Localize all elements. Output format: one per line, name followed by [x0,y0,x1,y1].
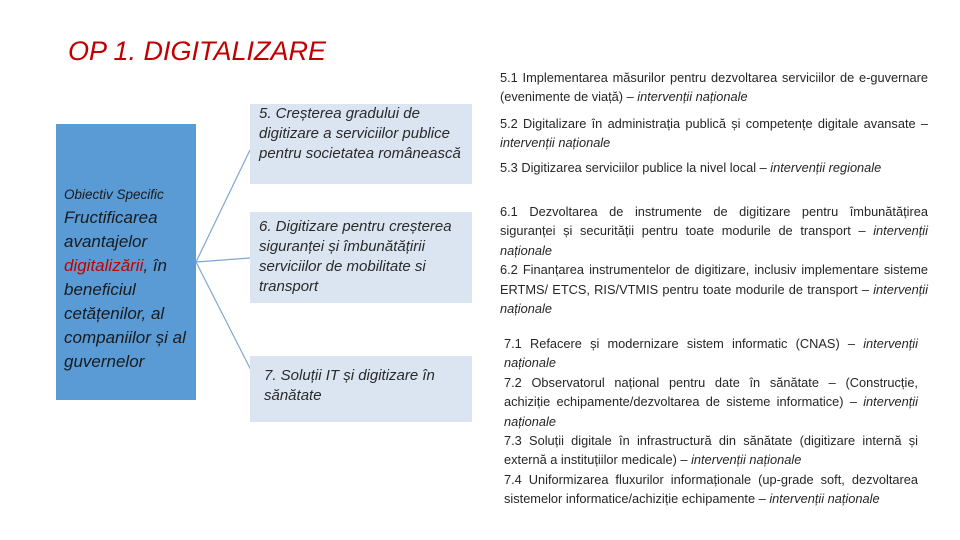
measure-5-1 [500,68,928,107]
measure-6-1 [500,202,928,260]
measure-7-4-tag: intervenții naționale [769,491,880,507]
connector-line-5 [196,150,250,262]
connector-line-6 [196,258,250,262]
priority-box-5: 5. Creșterea gradului de digitizare a serviciilor publice pentru societatea românească [250,104,472,184]
measure-7-2 [504,373,918,431]
measure-7-2-tag: intervenții naționale [504,394,918,429]
objective-text-highlight: digitalizării [64,256,144,275]
measures-7 [504,334,918,509]
measure-5-2-tag: intervenții naționale [500,135,611,151]
measure-5-2-text: 5.2 Digitalizare în administrația publică și competențe digitale avansate – [500,116,928,131]
page-title: OP 1. DIGITALIZARE [68,36,327,66]
measure-5-3 [500,158,928,177]
measure-5-1-text: 5.1 Implementarea măsurilor pentru dezvoltarea serviciilor de e-guvernare (evenimente de viață) – [500,70,928,105]
objective-text-start: Fructificarea avantajelor [64,208,158,251]
priority-box-7: 7. Soluții IT și digitizare în sănătate [250,356,472,422]
measures-6 [500,202,928,318]
measure-7-1-text: 7.1 Refacere și modernizare sistem informatic (CNAS) – [504,336,864,351]
connector-line-7 [196,262,258,384]
measure-5-1-tag: intervenții naționale [637,89,748,105]
measure-5-3-tag: intervenții regionale [770,160,882,175]
measure-5-3-text: 5.3 Digitizarea serviciilor publice la nivel local – [500,160,771,175]
measure-7-3 [504,431,918,470]
objective-text-end: , în beneficiul cetățenilor, al companiilor și al guvernelor [64,256,186,371]
measure-6-2 [500,260,928,318]
measure-6-1-text: 6.1 Dezvoltarea de instrumente de digitizare pentru îmbunătățirea siguranței și securității pentru toate modurile de transport – [500,204,928,239]
priority-box-6: 6. Digitizare pentru creșterea siguranței și îmbunătățirii serviciilor de mobilitate si transport [250,212,472,303]
measure-7-4 [504,470,918,509]
measure-6-2-tag: intervenții naționale [500,281,928,317]
measure-7-4-text: 7.4 Uniformizarea fluxurilor informaționale (up-grade soft, dezvoltarea sistemelor informatice/achiziție echipamente – [504,471,918,507]
measure-5-2 [500,114,928,153]
measure-6-1-tag: intervenții naționale [500,223,928,258]
measure-7-2-text: 7.2 Observatorul național pentru date în sănătate – (Construcție, achiziție echipamente/dezvoltarea de sisteme informatice) – [504,374,918,410]
measure-7-1-tag: intervenții naționale [504,336,918,371]
objective-label: Obiectiv Specific [64,187,164,202]
measure-7-3-text: 7.3 Soluții digitale în infrastructură din sănătate (digitizare internă și externă a instituțiilor medicale) – [504,433,918,468]
measure-6-2-text: 6.2 Finanțarea instrumentelor de digitizare, inclusiv implementare sisteme ERTMS/ ETCS, RIS/VTMIS pentru toate modurile de transport – [500,262,928,297]
measure-7-3-tag: intervenții naționale [691,452,802,468]
measure-7-1 [504,334,918,373]
